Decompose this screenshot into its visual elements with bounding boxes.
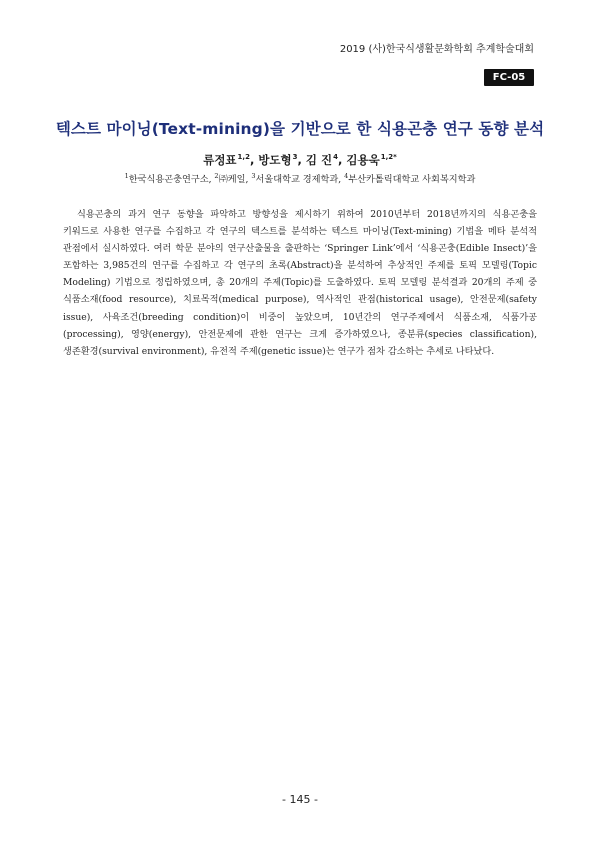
conference-header: 2019 (사)한국식생활문화학회 추계학술대회 bbox=[339, 44, 534, 55]
author bbox=[306, 153, 346, 167]
affiliation-text: 부산카톨릭대학교 사회복지학과 bbox=[348, 174, 476, 185]
affiliation bbox=[125, 174, 215, 185]
affiliation-mark: 3 bbox=[251, 172, 256, 180]
affiliation-mark: 4 bbox=[344, 172, 349, 180]
affiliation-mark: 1 bbox=[124, 172, 129, 180]
affiliation-mark: 2 bbox=[214, 172, 219, 180]
author-affiliation-mark: 4 bbox=[333, 153, 339, 161]
affiliation-text: 서울대학교 경제학과, bbox=[255, 174, 345, 185]
author-separator: , bbox=[297, 153, 306, 167]
author-affiliation-mark: 3 bbox=[292, 153, 298, 161]
author bbox=[203, 153, 258, 167]
affiliation bbox=[251, 174, 344, 185]
affiliation-text: 한국식용곤충연구소, bbox=[128, 174, 215, 185]
author-affiliation-mark: 1,2 bbox=[237, 153, 250, 161]
session-badge: FC-05 bbox=[484, 69, 534, 86]
author-separator: , bbox=[338, 153, 347, 167]
author-name: 김용욱 bbox=[346, 153, 380, 167]
affiliation bbox=[344, 174, 475, 185]
page-number: - 145 - bbox=[282, 793, 318, 806]
paper-title: 텍스트 마이닝(Text-mining)을 기반으로 한 식용곤충 연구 동향 분석 bbox=[55, 120, 545, 138]
author-name: 류정표 bbox=[203, 153, 237, 167]
author-separator: , bbox=[249, 153, 259, 167]
author-name: 방도형 bbox=[258, 153, 292, 167]
author-affiliation-mark: 1,2* bbox=[380, 153, 397, 161]
author bbox=[258, 153, 306, 167]
affiliation-text: ㈜케일, bbox=[218, 174, 252, 185]
affiliation bbox=[214, 174, 251, 185]
author-list bbox=[0, 152, 600, 168]
affiliation-list bbox=[0, 171, 600, 185]
author bbox=[346, 153, 396, 167]
abstract-paragraph: 식용곤충의 과거 연구 동향을 파악하고 방향성을 제시하기 위하여 2010년부터 2018년까지의 식용곤충을 키워드로 사용한 연구를 수집하고 각 연구의 텍스트를 분석하는 텍스트 마이닝(Text-mining) 기법을 메타 분석적 관점에서 실시하였다. 여러 학문 분야의 연구산출물을 출판하는 ‘Springer Link’에서 ‘식용곤충(Edible Insect)’을 포함하는 3,985건의 연구를 수집하고 각 연구의 초록(Abstract)을 분석하여 추상적인 주제를 토픽 모델링(Topic Modeling) 기법으로 정립하였으며, 총 20개의 주제(Topic)를 도출하였다. 토픽 모델링 분석결과 20개의 주제 중 식품소재(food resource), 치료목적(medical purpose), 역사적인 관점(historical usage), 안전문제(safety issue), 사육조건(breeding condition)이 비중이 높았으며, 10년간의 연구주제에서 식품소재, 식품가공(processing), 영양(energy), 안전문제에 관한 연구는 크게 증가하였으나, 종분류(species classification), 생존환경(survival environment), 유전적 주제(genetic issue)는 연구가 점차 감소하는 추세로 나타났다. bbox=[63, 209, 537, 357]
author-name: 김 진 bbox=[305, 153, 333, 167]
